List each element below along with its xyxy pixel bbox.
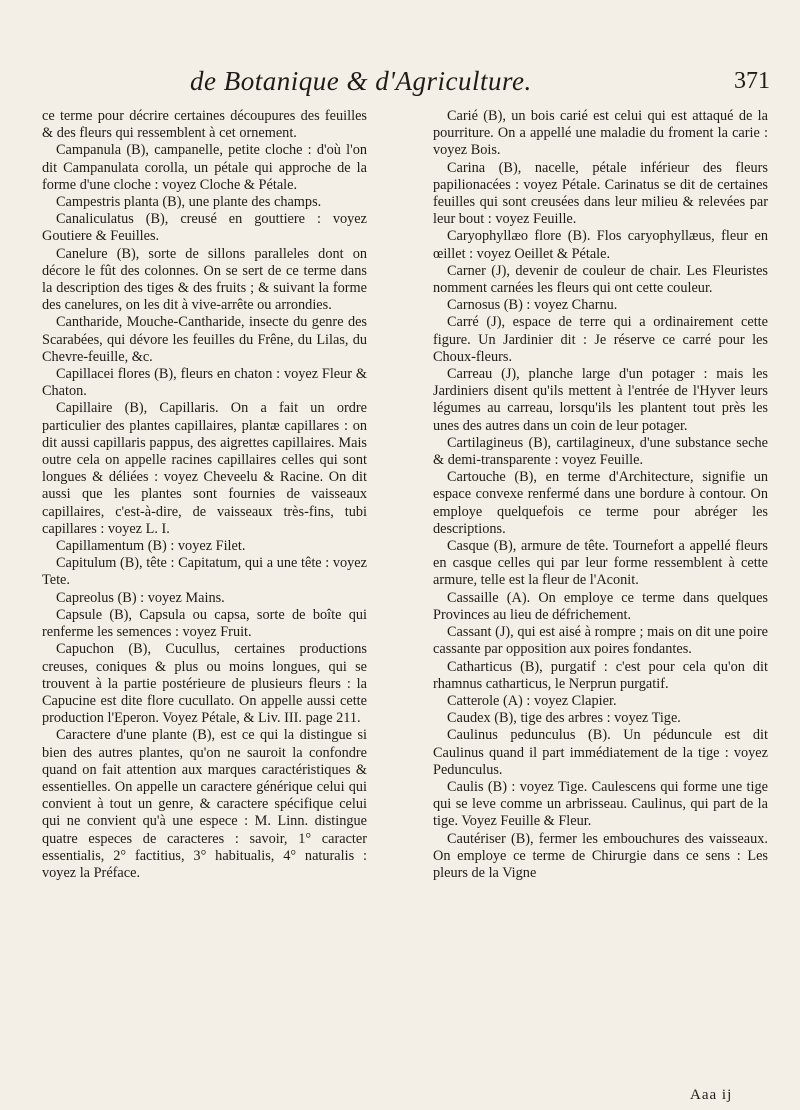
paragraph: Caryophyllæo flore (B). Flos caryophyllæus, fleur en œillet : voyez Oeillet & Pétale. — [433, 228, 768, 262]
paragraph: Caudex (B), tige des arbres : voyez Tige. — [447, 710, 681, 727]
paragraph: Catterole (A) : voyez Clapier. — [447, 692, 617, 709]
paragraph: Carré (J), espace de terre qui a ordinairement cette figure. Un Jardinier dit : Je réserve ce carré pour les Choux-fleurs. — [433, 314, 768, 365]
paragraph: Capsule (B), Capsula ou capsa, sorte de boîte qui renferme les semences : voyez Fruit. — [42, 606, 367, 641]
running-title: de Botanique & d'Agriculture. — [190, 66, 532, 96]
signature-mark: Aaa ij — [690, 1087, 733, 1103]
right-column — [433, 108, 768, 882]
page-header — [40, 66, 770, 100]
paragraph: Caractere d'une plante (B), est ce qui la distingue si bien des autres plantes, qu'on ne sauroit la confondre quand on fait attention aux marques caractéristiques & essentielles. On appelle un caractere générique celui qui convient à tout un genre, & caractere spécifique celui qui ne convient qu'à une espece : M. Linn. distingue quatre especes de caracteres : savoir, 1° caracter essentialis, 2° factitius, 3° habitualis, 4° naturalis : voyez la Préface. — [42, 727, 367, 881]
paragraph: Capreolus (B) : voyez Mains. — [56, 589, 225, 606]
paragraph: Capillamentum (B) : voyez Filet. — [56, 538, 246, 555]
paragraph: Cassaille (A). On employe ce terme dans quelques Provinces au lieu de défrichement. — [433, 589, 768, 623]
paragraph: Caulinus pedunculus (B). Un péduncule est dit Caulinus quand il part immédiatement de la tige : voyez Pedunculus. — [433, 727, 768, 778]
paragraph: Campanula (B), campanelle, petite cloche : d'où l'on dit Campanulata corolla, un pétale qui approche de la forme d'une cloche : voyez Cloche & Pétale. — [42, 142, 367, 193]
paragraph: Capitulum (B), tête : Capitatum, qui a une tête : voyez Tete. — [42, 555, 367, 589]
paragraph: Caulis (B) : voyez Tige. Caulescens qui forme une tige qui se leve comme un arbrisseau. Caulinus, qui part de la tige. Voyez Feuille & Fleur. — [433, 778, 768, 830]
paragraph: Carnosus (B) : voyez Charnu. — [447, 297, 618, 314]
left-column — [42, 108, 367, 882]
paragraph: Capillacei flores (B), fleurs en chaton : voyez Fleur & Chaton. — [42, 366, 367, 400]
paragraph: Carreau (J), planche large d'un potager : mais les Jardiniers disent qu'ils mettent à l'entrée de l'Hyver leurs légumes au carreau, lorsqu'ils les plantent tout près les unes des autres dans un coin de leur potager. — [433, 366, 768, 434]
paragraph: Cassant (J), qui est aisé à rompre ; mais on dit une poire cassante par opposition aux poires fondantes. — [433, 624, 768, 658]
paragraph: Cantharide, Mouche-Cantharide, insecte du genre des Scarabées, qui dévore les feuilles du Frêne, du Lilas, du Chevre-feuille, &c. — [42, 314, 367, 365]
paragraph: Cartouche (B), en terme d'Architecture, signifie un espace convexe renfermé dans une bordure à contour. On employe quelquefois ce terme pour abréger les descriptions. — [433, 469, 768, 537]
paragraph: ce terme pour décrire certaines découpures des feuilles & des fleurs qui ressemblent à cet ornement. — [42, 108, 367, 142]
paragraph: Carié (B), un bois carié est celui qui est attaqué de la pourriture. On a appellé une maladie du froment la carie : voyez Bois. — [433, 108, 768, 159]
page-number: 371 — [734, 68, 770, 94]
paragraph: Canaliculatus (B), creusé en gouttiere : voyez Goutiere & Feuilles. — [42, 211, 367, 245]
paragraph: Canelure (B), sorte de sillons paralleles dont on décore le fût des colonnes. On se sert de ce terme dans la description des tiges & des fruits ; & suivant la forme des canelures, on les dit à vive-arrête ou arrondies. — [42, 245, 367, 314]
paragraph: Catharticus (B), purgatif : c'est pour cela qu'on dit rhamnus catharticus, le Nerprun purgatif. — [433, 658, 768, 692]
paragraph: Capillaire (B), Capillaris. On a fait un ordre particulier des plantes capillaires, plantæ capillares : on dit aussi capillaris pappus, des aigrettes capillaires. Mais outre cela on appelle racines capillaires celles qui sont longues & déliées : voyez Cheveelu & Racine. On dit aussi que les plantes sont fournies de vaisseaux capillaires, c'est-à-dire, de vaisseaux très-fins, tubi capillares : voyez L. I. — [42, 400, 367, 537]
paragraph: Cautériser (B), fermer les embouchures des vaisseaux. On employe ce terme de Chirurgie dans ce sens : Les pleurs de la Vigne — [433, 830, 768, 881]
paragraph: Campestris planta (B), une plante des champs. — [56, 194, 322, 211]
paragraph: Carner (J), devenir de couleur de chair. Les Fleuristes nomment carnées les fleurs qui ont cette couleur. — [433, 262, 768, 297]
column-divider — [390, 106, 391, 1026]
paragraph: Casque (B), armure de tête. Tournefort a appellé fleurs en casque celles qui par leur forme ressemblent à cette armure, telle est la fleur de l'Aconit. — [433, 538, 768, 589]
paragraph: Carina (B), nacelle, pétale inférieur des fleurs papilionacées : voyez Pétale. Carinatus se dit de certaines feuilles qui sont creusées dans leur milieu & relevées par leur bout : voyez Feuille. — [433, 159, 768, 228]
paragraph: Capuchon (B), Cucullus, certaines productions creuses, coniques & plus ou moins longues, qui se trouvent à la partie postérieure de plusieurs fleurs : la Capucine est dite flore cucullato. On appelle aussi cette production l'Eperon. Voyez Pétale, & Liv. III. page 211. — [42, 641, 367, 727]
paragraph: Cartilagineus (B), cartilagineux, d'une substance seche & demi-transparente : voyez Feuille. — [433, 434, 768, 469]
